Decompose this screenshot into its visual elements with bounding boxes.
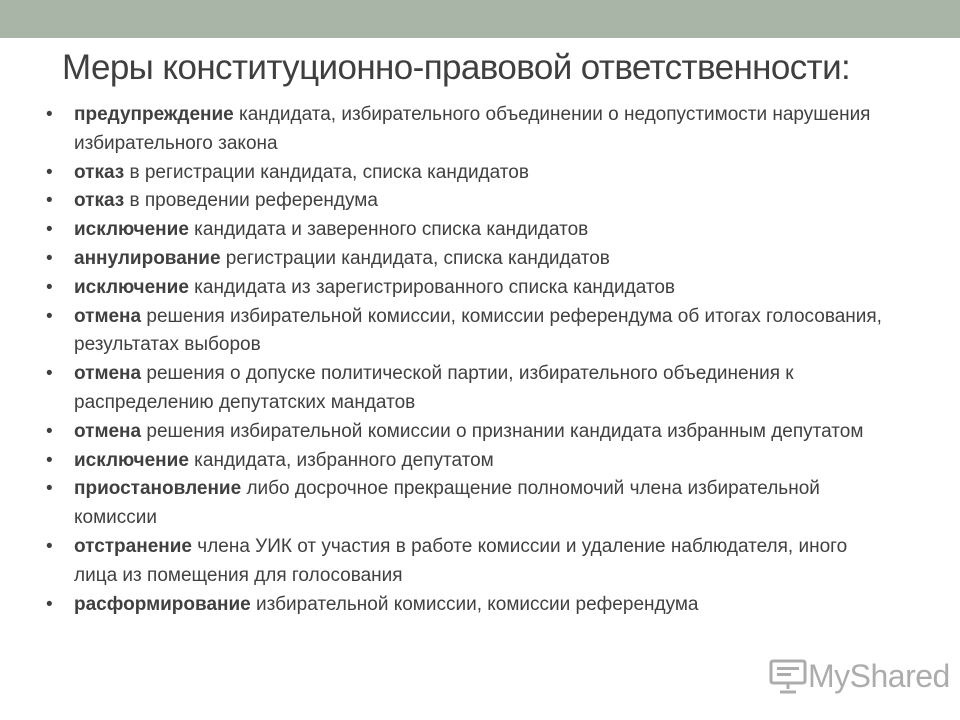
item-text: регистрации кандидата, списка кандидатов bbox=[220, 247, 610, 269]
item-lead: расформирование bbox=[74, 593, 251, 615]
list-item bbox=[46, 245, 886, 274]
bullet-marker: • bbox=[46, 190, 53, 212]
list-item bbox=[46, 303, 886, 361]
bullet-marker: • bbox=[46, 161, 53, 183]
item-lead: исключение bbox=[74, 219, 189, 241]
item-lead: отказ bbox=[74, 190, 125, 212]
item-lead: отмена bbox=[74, 420, 142, 442]
bullet-marker: • bbox=[46, 449, 53, 471]
list-item bbox=[46, 216, 886, 245]
item-lead: исключение bbox=[74, 276, 189, 298]
bullet-list bbox=[46, 101, 886, 619]
item-lead: отмена bbox=[74, 363, 142, 385]
list-item bbox=[46, 101, 886, 159]
item-lead: предупреждение bbox=[74, 104, 234, 125]
bullet-marker: • bbox=[46, 593, 53, 615]
watermark-text: MyShared bbox=[808, 657, 950, 694]
slide-title: Меры конституционно-правовой ответственности: bbox=[62, 48, 851, 87]
item-lead: исключение bbox=[74, 449, 189, 471]
top-banner bbox=[0, 0, 960, 38]
list-item bbox=[46, 591, 886, 620]
item-text: решения о допуске политической партии, избирательного объединения к распределению депутатских мандатов bbox=[74, 363, 794, 413]
list-item bbox=[46, 360, 886, 418]
watermark bbox=[768, 656, 950, 696]
item-lead: отказ bbox=[74, 161, 125, 183]
list-item bbox=[46, 274, 886, 303]
list-item bbox=[46, 475, 886, 533]
item-text: избирательной комиссии, комиссии референдума bbox=[250, 593, 699, 615]
item-text: в регистрации кандидата, списка кандидатов bbox=[124, 161, 529, 183]
item-lead: приостановление bbox=[74, 478, 242, 500]
item-text: решения избирательной комиссии, комиссии референдума об итогах голосования, результатах выборов bbox=[74, 305, 882, 356]
bullet-marker: • bbox=[46, 104, 53, 125]
item-text: кандидата и заверенного списка кандидатов bbox=[188, 219, 589, 241]
list-item bbox=[46, 159, 886, 188]
list-item bbox=[46, 533, 886, 591]
item-text: кандидата из зарегистрированного списка кандидатов bbox=[188, 276, 676, 298]
bullet-marker: • bbox=[46, 247, 53, 269]
item-lead: отмена bbox=[74, 305, 142, 327]
presentation-board-icon bbox=[768, 656, 808, 696]
bullet-marker: • bbox=[46, 276, 53, 298]
item-text: кандидата, избранного депутатом bbox=[188, 449, 494, 471]
bullet-marker: • bbox=[46, 219, 53, 241]
item-text: кандидата, избирательного объединении о недопустимости нарушения избирательного закона bbox=[74, 104, 871, 154]
bullet-marker: • bbox=[46, 535, 53, 557]
bullet-marker: • bbox=[46, 478, 53, 500]
item-text: решения избирательной комиссии о признании кандидата избранным депутатом bbox=[141, 420, 864, 442]
item-text: члена УИК от участия в работе комиссии и удаление наблюдателя, иного лица из помещения для голосования bbox=[74, 535, 848, 586]
item-text: либо досрочное прекращение полномочий члена избирательной комиссии bbox=[74, 478, 820, 529]
item-lead: отстранение bbox=[74, 535, 192, 557]
item-lead: аннулирование bbox=[74, 247, 221, 269]
list-item bbox=[46, 187, 886, 216]
bullet-marker: • bbox=[46, 420, 53, 442]
list-item bbox=[46, 418, 886, 447]
bullet-marker: • bbox=[46, 305, 53, 327]
bullet-marker: • bbox=[46, 363, 53, 385]
list-item bbox=[46, 447, 886, 476]
item-text: в проведении референдума bbox=[124, 190, 378, 212]
